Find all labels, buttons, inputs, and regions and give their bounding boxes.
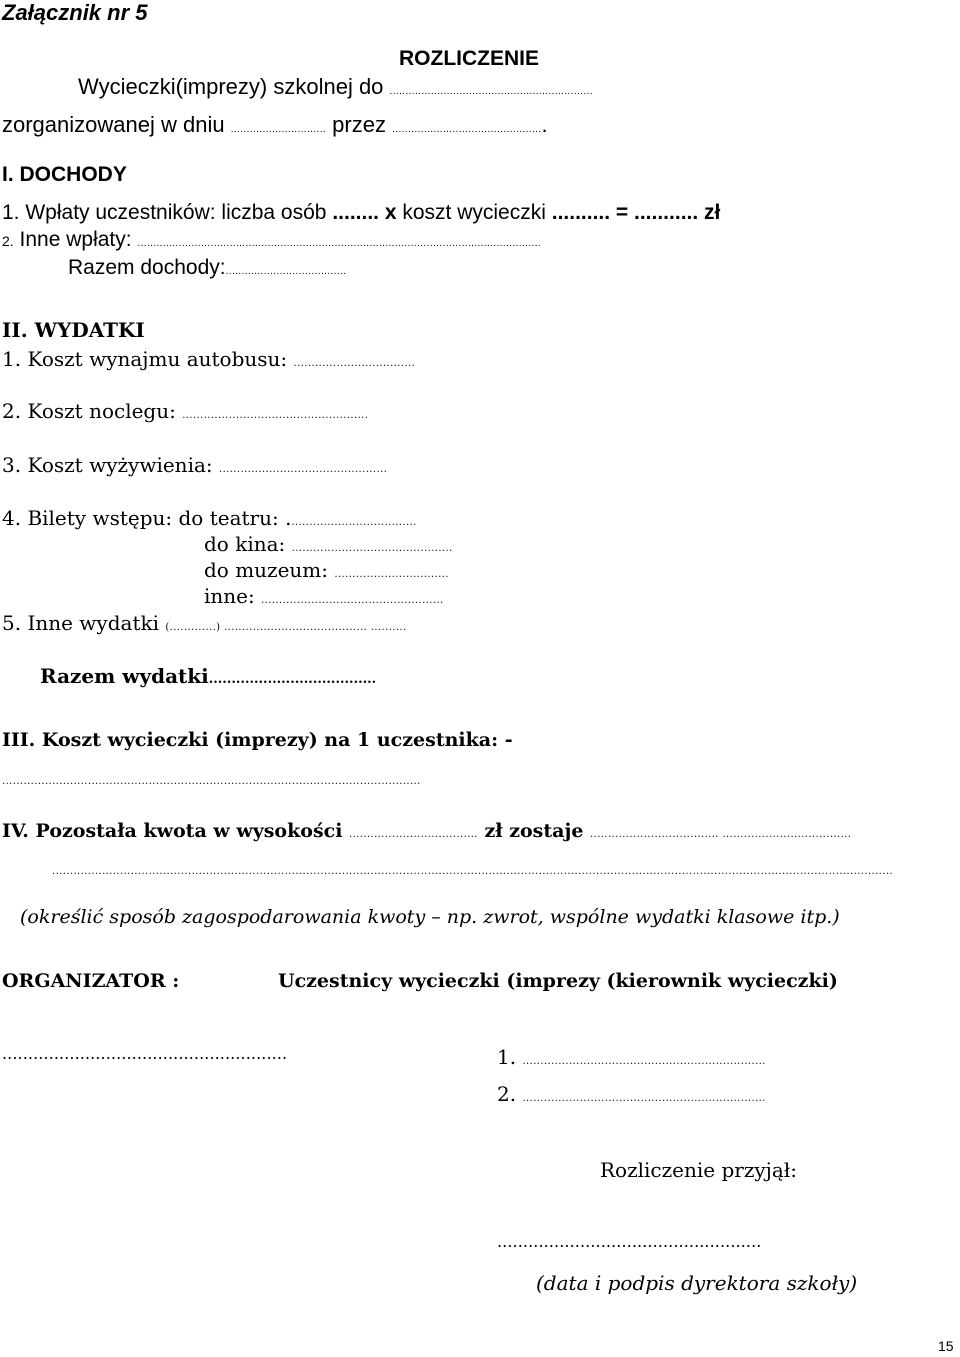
accepted-by-label: Rozliczenie przyjął: [600,1158,798,1182]
expense-food [2,453,387,477]
header-period: . [541,112,548,137]
trip-date-field[interactable]: .............................. [230,124,327,135]
remaining-amount [2,820,851,842]
trip-destination-field[interactable]: ................................................................ [389,86,593,97]
remaining-usage-continued-field[interactable]: ........................................................................................................................................................................................................................................... [52,866,893,877]
participant-2-number: 2. [497,1082,523,1106]
expense-cinema [204,532,453,556]
expense-misc [2,611,407,635]
organizer-label: ORGANIZATOR : [2,970,180,992]
remaining-usage-note: (określić sposób zagospodarowania kwoty – np. zwrot, wspólne wydatki klasowe itp.) [20,906,840,928]
participant-payments-label: 1. Wpłaty uczestników: liczba osób [2,201,327,224]
expense-other-tickets-field[interactable]: ................................................... [261,595,444,606]
remaining-amount-field[interactable]: .................................... [349,829,478,840]
payment-total-field[interactable]: .......... = ........... zł [551,201,721,224]
organizer-signature-field[interactable]: ....................................................... [2,1044,288,1063]
income-total [68,256,346,280]
income-heading: I. DOCHODY [2,163,127,186]
participant-1 [497,1045,766,1069]
expenses-total-label: Razem wydatki [40,664,209,688]
participant-1-field[interactable]: .................................................................... [522,1056,766,1067]
expense-other-tickets-label: inne: [204,584,262,608]
multiply-sign: x [384,201,397,224]
income-item-2 [2,228,541,252]
expense-museum [204,558,449,582]
expenses-heading: II. WYDATKI [2,318,145,342]
organized-by-label: przez [326,112,393,137]
expense-cinema-label: do kina: [204,532,292,556]
organized-by-field[interactable]: ............................................... [392,124,542,135]
expense-bus-label: 1. Koszt wynajmu autobusu: [2,347,294,371]
participant-2-field[interactable]: .................................................................... [522,1093,766,1104]
page-number: 15 [938,1338,954,1354]
trip-date-label: zorganizowanej w dniu [2,112,231,137]
income-item-1 [2,201,720,225]
expenses-total-field[interactable]: ..................................... [208,672,377,687]
participant-count-field[interactable]: ........ [326,201,385,224]
header-line-2 [2,112,548,138]
cost-per-participant-heading: III. Koszt wycieczki (imprezy) na 1 uczestnika: - [2,729,513,751]
expense-misc-field[interactable]: ........................................ .......... [220,622,407,633]
trip-cost-label: koszt wycieczki [396,201,552,224]
document-title: ROZLICZENIE [399,47,539,70]
remaining-amount-label: IV. Pozostała kwota w wysokości [2,820,350,842]
remaining-currency-label: zł zostaje [477,820,591,842]
annex-title: Załącznik nr 5 [2,0,148,25]
income-total-field[interactable]: ...................................... [225,266,347,277]
other-income-field[interactable]: ............................................................................................................................... [137,238,542,249]
expense-other-tickets [204,584,444,608]
participants-label: Uczestnicy wycieczki (imprezy (kierownik wycieczki) [278,970,838,992]
income-total-label: Razem dochody: [68,256,226,279]
expense-lodging [2,399,368,423]
expense-tickets-label: 4. Bilety wstępu: do teatru: . [2,506,292,530]
expense-theatre-field[interactable]: ................................... [291,517,417,528]
expense-bus [2,347,415,371]
cost-per-participant-field[interactable]: ..................................................................................................................... [2,776,421,787]
director-signature-field[interactable]: ................................................... [497,1232,762,1251]
expenses-total [40,664,376,688]
remaining-usage-field[interactable]: .................................... .................................... [590,829,852,840]
expense-cinema-field[interactable]: ............................................. [291,543,453,554]
expense-lodging-label: 2. Koszt noclegu: [2,399,183,423]
expense-misc-description-field[interactable]: (.............) [165,622,221,633]
expense-museum-label: do muzeum: [204,558,335,582]
expense-lodging-field[interactable]: .................................................... [182,410,369,421]
participant-1-number: 1. [497,1045,523,1069]
expense-misc-label: 5. Inne wydatki [2,611,166,635]
director-signature-caption: (data i podpis dyrektora szkoły) [536,1271,858,1295]
header-line-1 [78,74,593,100]
expense-theatre [2,506,417,530]
expense-museum-field[interactable]: ................................ [334,569,449,580]
expense-food-label: 3. Koszt wyżywienia: [2,453,219,477]
participant-2 [497,1082,766,1106]
expense-food-field[interactable]: ............................................... [218,464,388,475]
expense-bus-field[interactable]: .................................. [293,358,416,369]
other-income-label: Inne wpłaty: [13,228,138,251]
income-item-2-number: 2. [2,233,14,249]
trip-destination-label: Wycieczki(imprezy) szkolnej do [78,74,390,99]
